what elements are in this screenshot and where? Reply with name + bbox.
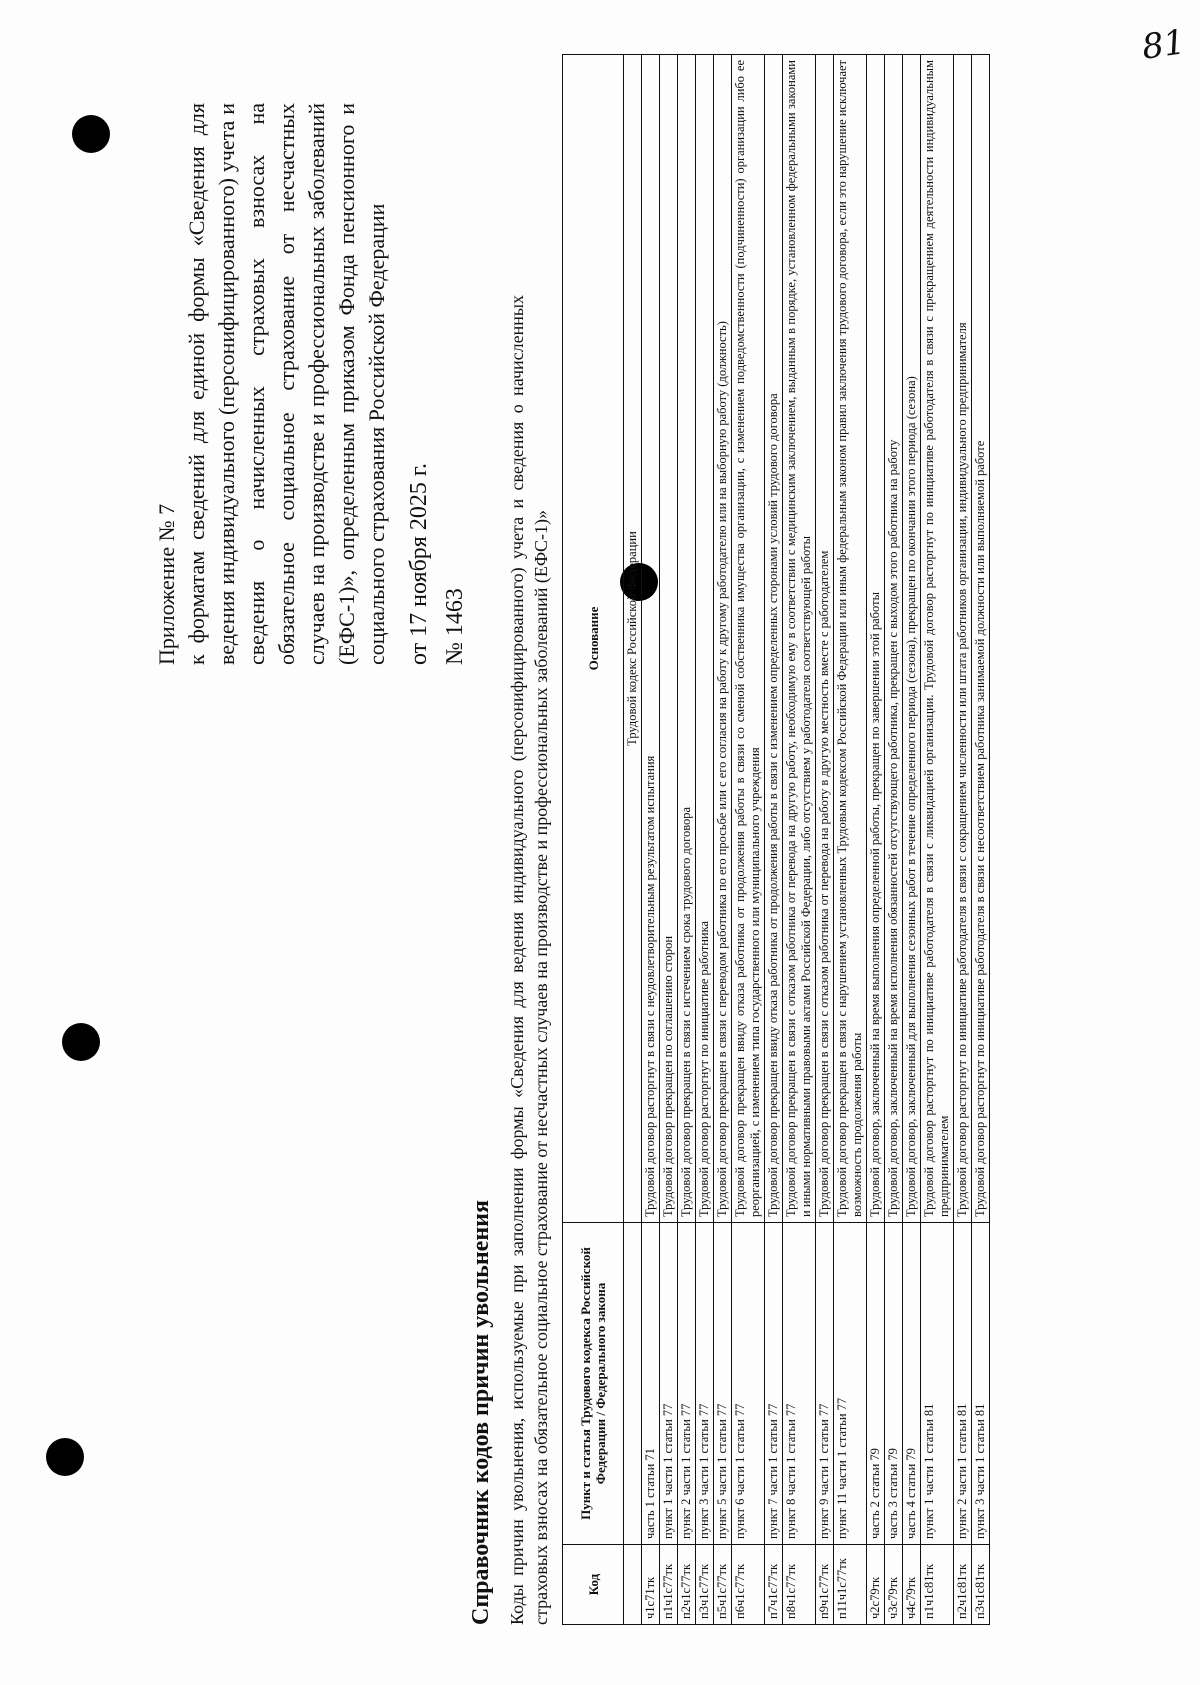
table-row xyxy=(972,55,990,1625)
table-row xyxy=(732,55,765,1625)
intro-paragraph: Коды причин увольнения, используемые при заполнении формы «Сведения для ведения индивидуального (персонифицированного) учета и сведения о начисленных страховых взносах на обязательное социальное страхование от несчастных случаев на производстве и профессиональных заболеваний (ЕФС-1)» xyxy=(507,295,551,1625)
table-row xyxy=(696,55,714,1625)
cell-basis: Трудовой договор, заключенный на время выполнения определенной работы, прекращен по завершении этой работы xyxy=(867,55,885,1223)
table-row xyxy=(714,55,732,1625)
table-header-row xyxy=(563,55,624,1625)
cell-basis: Трудовой договор расторгнут по инициативе работодателя в связи с несоответствием работника занимаемой должности или выполняемой работе xyxy=(972,55,990,1223)
cell-basis: Трудовой договор прекращен в связи с отказом работника от перевода на работу в другую местность вместе с работодателем xyxy=(816,55,834,1223)
cell-article: пункт 11 части 1 статьи 77 xyxy=(834,1223,867,1545)
codes-table-wrapper xyxy=(562,55,990,1625)
table-row xyxy=(660,55,678,1625)
dismissal-codes-table xyxy=(562,54,990,1625)
cell-basis: Трудовой договор прекращен в связи с отказом работника от перевода на другую работу, необходимую ему в соответствии с медицинским заключением, выданным в порядке, установленном федеральными законами и иными нормативными правовыми актами Российской Федерации, либо отсутствием у работодателя соответствующей работы xyxy=(783,55,816,1223)
cell-code: п3ч1с77тк xyxy=(696,1545,714,1625)
cell-basis: Трудовой договор, заключенный на время исполнения обязанностей отсутствующего работника, прекращен с выходом этого работника на работу xyxy=(885,55,903,1223)
cell-code: п5ч1с77тк xyxy=(714,1545,732,1625)
cell-article: пункт 7 части 1 статьи 77 xyxy=(765,1223,783,1545)
table-row xyxy=(885,55,903,1625)
appendix-number: № 1463 xyxy=(442,588,468,665)
table-section-row xyxy=(624,55,642,1625)
header-basis: Основание xyxy=(563,55,624,1223)
cell-article: пункт 1 части 1 статьи 77 xyxy=(660,1223,678,1545)
table-row xyxy=(642,55,660,1625)
cell-basis: Трудовой договор прекращен в связи с истечением срока трудового договора xyxy=(678,55,696,1223)
cell-code: п9ч1с77тк xyxy=(816,1545,834,1625)
table-row xyxy=(816,55,834,1625)
cell-basis: Трудовой договор расторгнут в связи с неудовлетворительным результатом испытания xyxy=(642,55,660,1223)
table-row xyxy=(783,55,816,1625)
cell-code: ч1с71тк xyxy=(642,1545,660,1625)
cell-basis: Трудовой договор прекращен по соглашению сторон xyxy=(660,55,678,1223)
cell-article: пункт 9 части 1 статьи 77 xyxy=(816,1223,834,1545)
cell-code: п1ч1с81тк xyxy=(921,1545,954,1625)
cell-code: п11ч1с77тк xyxy=(834,1545,867,1625)
cell-basis: Трудовой договор прекращен в связи с нарушением установленных Трудовым кодексом Российской Федерации или иным федеральным законом правил заключения трудового договора, если это нарушение исключает возможность продолжения работы xyxy=(834,55,867,1223)
cell-article: часть 3 статьи 79 xyxy=(885,1223,903,1545)
cell-code: п6ч1с77тк xyxy=(732,1545,765,1625)
cell-article: пункт 3 части 1 статьи 81 xyxy=(972,1223,990,1545)
cell-article: пункт 2 части 1 статьи 81 xyxy=(954,1223,972,1545)
cell-article: пункт 8 части 1 статьи 77 xyxy=(783,1223,816,1545)
page-number: 81 xyxy=(1139,22,1188,68)
cell-article: пункт 3 части 1 статьи 77 xyxy=(696,1223,714,1545)
cell-basis: Трудовой договор расторгнут по инициативе работника xyxy=(696,55,714,1223)
cell-code: п3ч1с81тк xyxy=(972,1545,990,1625)
appendix-body: к форматам сведений для единой формы «Сведения для ведения индивидуального (персонифицированного) учета и сведения о начисленных страховых взносах на обязательное социальное страхование от несчастных случаев на производстве и профессиональных заболеваний (ЕФС-1)», определенным приказом Фонда пенсионного и социального страхования Российской Федерации xyxy=(184,103,389,665)
cell-basis: Трудовой договор расторгнут по инициативе работодателя в связи с сокращением численности или штата работников организации, индивидуального предпринимателя xyxy=(954,55,972,1223)
table-row xyxy=(954,55,972,1625)
cell-article: пункт 1 части 1 статьи 81 xyxy=(921,1223,954,1545)
table-row xyxy=(867,55,885,1625)
section-label: Трудовой кодекс Российской Федерации xyxy=(624,55,642,1223)
cell-code: п1ч1с77тк xyxy=(660,1545,678,1625)
cell-code: ч2с79тк xyxy=(867,1545,885,1625)
table-row xyxy=(765,55,783,1625)
document-title: Справочник кодов причин увольнения xyxy=(468,1200,494,1625)
cell-code: п7ч1с77тк xyxy=(765,1545,783,1625)
cell-basis: Трудовой договор расторгнут по инициативе работодателя в связи с ликвидацией организации. Трудовой договор расторгнут по инициативе работодателя в связи с прекращением деятельности индивидуальным предпринимателем xyxy=(921,55,954,1223)
cell-article: пункт 6 части 1 статьи 77 xyxy=(732,1223,765,1545)
cell-article: пункт 2 части 1 статьи 77 xyxy=(678,1223,696,1545)
cell-article: часть 2 статьи 79 xyxy=(867,1223,885,1545)
cell-article: часть 1 статьи 71 xyxy=(642,1223,660,1545)
cell-basis: Трудовой договор, заключенный для выполнения сезонных работ в течение определенного периода (сезона), прекращен по окончании этого периода (сезона) xyxy=(903,55,921,1223)
cell-basis: Трудовой договор прекращен ввиду отказа работника от продолжения работы в связи со сменой собственника имущества организации, с изменением подведомственности (подчиненности) организации либо ее реорганизацией, с изменением типа государственного или муниципального учреждения xyxy=(732,55,765,1223)
header-code: Код xyxy=(563,1545,624,1625)
cell-code: п2ч1с81тк xyxy=(954,1545,972,1625)
appendix-date: от 17 ноября 2025 г. xyxy=(406,463,432,665)
cell-basis: Трудовой договор прекращен ввиду отказа работника от продолжения работы в связи с изменением определенных сторонами условий трудового договора xyxy=(765,55,783,1223)
header-article: Пункт и статья Трудового кодекса Российской Федерации / Федерального закона xyxy=(563,1223,624,1545)
cell-code: п8ч1с77тк xyxy=(783,1545,816,1625)
cell-basis: Трудовой договор прекращен в связи с переводом работника по его просьбе или с его согласия на работу к другому работодателю или на выборную работу (должность) xyxy=(714,55,732,1223)
table-row xyxy=(903,55,921,1625)
cell-article: пункт 5 части 1 статьи 77 xyxy=(714,1223,732,1545)
table-row xyxy=(678,55,696,1625)
appendix-block xyxy=(152,103,470,665)
cell-code: п2ч1с77тк xyxy=(678,1545,696,1625)
appendix-heading: Приложение № 7 xyxy=(154,503,179,665)
cell-code: ч4с79тк xyxy=(903,1545,921,1625)
cell-code: ч3с79тк xyxy=(885,1545,903,1625)
cell-article: часть 4 статьи 79 xyxy=(903,1223,921,1545)
table-row xyxy=(921,55,954,1625)
table-row xyxy=(834,55,867,1625)
